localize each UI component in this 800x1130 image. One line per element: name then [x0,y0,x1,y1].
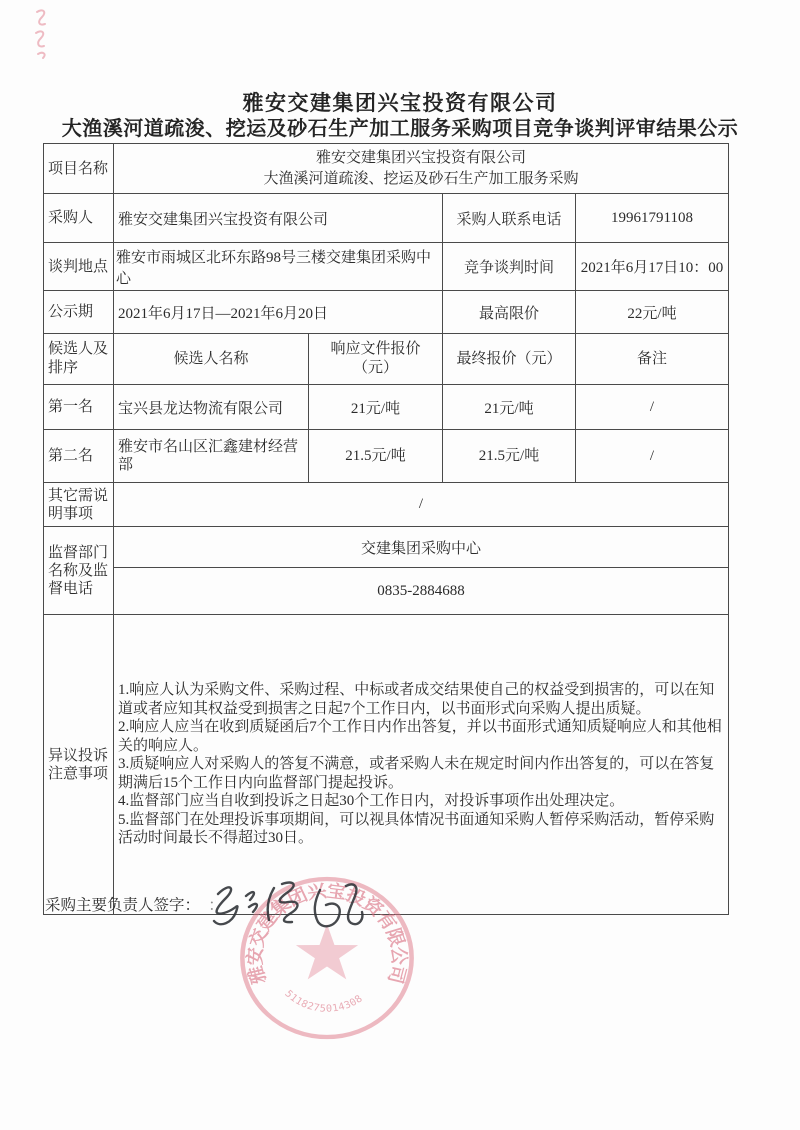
candidate-1-remark: / [576,385,729,430]
objection-notice-cell [114,615,729,915]
table-row [44,144,729,194]
rank-2: 第二名 [44,430,114,483]
objection-label: 异议投诉注意事项 [44,615,114,915]
candidate-name-header: 候选人名称 [114,334,309,385]
stray-colon-mark: ： [208,897,224,914]
candidate-2-name: 雅安市名山区汇鑫建材经营部 [114,430,309,483]
candidate-1-name: 宝兴县龙达物流有限公司 [114,385,309,430]
table-row [44,568,729,615]
candidate-2-remark: / [576,430,729,483]
negotiation-place-label: 谈判地点 [44,243,114,291]
objection-item-2: 2.响应人应当在收到质疑函后7个工作日内作出答复，并以书面形式通知质疑响应人和其他相关的响应人。 [118,719,722,754]
remark-header: 备注 [576,334,729,385]
table-row [44,243,729,291]
objection-item-1: 1.响应人认为采购文件、采购过程、中标或者成交结果使自己的权益受到损害的，可以在知道或者应知其权益受到损害之日起7个工作日内，以书面形式向采购人提出质疑。 [118,682,715,717]
seal-company-text: 雅安交建集团兴宝投资有限公司 [244,881,410,986]
candidate-row-2 [44,430,729,483]
objection-item-5: 5.监督部门在处理投诉事项期间，可以视具体情况书面通知采购人暂停采购活动，暂停采购活动时间最长不得超过30日。 [118,811,715,847]
supervision-department: 交建集团采购中心 [114,527,729,568]
candidate-1-final-price: 21元/吨 [443,385,576,430]
announcement-title: 大渔溪河道疏浚、挖运及砂石生产加工服务采购项目竞争谈判评审结果公示 [61,118,739,140]
purchaser-value: 雅安交建集团兴宝投资有限公司 [114,194,443,243]
negotiation-place-value: 雅安市雨城区北环东路98号三楼交建集团采购中心 [114,243,443,291]
price-cap-value: 22元/吨 [576,291,729,334]
project-name-line2: 大渔溪河道疏浚、挖运及砂石生产加工服务采购 [263,170,579,187]
publicity-period-value: 2021年6月17日—2021年6月20日 [114,291,443,334]
price-cap-label: 最高限价 [443,291,576,334]
candidate-2-doc-price: 21.5元/吨 [309,430,443,483]
handwritten-signature [196,876,386,940]
rank-header: 候选人及排序 [44,334,114,385]
project-name-line1: 雅安交建集团兴宝投资有限公司 [316,149,527,166]
candidate-1-doc-price: 21元/吨 [309,385,443,430]
candidate-2-final-price: 21.5元/吨 [443,430,576,483]
purchaser-phone-value: 19961791108 [576,194,729,243]
table-row [44,483,729,527]
final-price-header: 最终报价（元） [443,334,576,385]
objection-item-4: 4.监督部门应当自收到投诉之日起30个工作日内，对投诉事项作出处理决定。 [118,793,625,810]
doc-price-header: 响应文件报价（元） [309,334,443,385]
objection-item-3: 3.质疑响应人对采购人的答复不满意，或者采购人未在规定时间内作出答复的，可以在答复期满后15个工作日内向监督部门提起投诉。 [118,756,715,791]
candidate-row-1 [44,385,729,430]
negotiation-time-value: 2021年6月17日10：00 [576,243,729,291]
table-row [44,291,729,334]
table-header-row [44,334,729,385]
seal-code-text: 5118275014308 [282,988,366,1015]
supervision-phone: 0835-2884688 [114,568,729,615]
project-name-cell [114,144,729,194]
table-row [44,194,729,243]
signature-label: 采购主要负责人签字： [45,897,193,914]
result-table [43,143,729,915]
svg-text:5118275014308 [282,989,365,1015]
red-corner-marks-icon [29,7,55,63]
supervision-label: 监督部门名称及监督电话 [44,527,114,615]
other-notes-value: / [114,483,729,527]
company-title: 雅安交建集团兴宝投资有限公司 [242,91,558,115]
table-row [44,527,729,568]
rank-1: 第一名 [44,385,114,430]
project-name-label: 项目名称 [44,144,114,194]
purchaser-label: 采购人 [44,194,114,243]
publicity-period-label: 公示期 [44,291,114,334]
other-notes-label: 其它需说明事项 [44,483,114,527]
negotiation-time-label: 竞争谈判时间 [443,243,576,291]
table-row [44,615,729,915]
purchaser-phone-label: 采购人联系电话 [443,194,576,243]
